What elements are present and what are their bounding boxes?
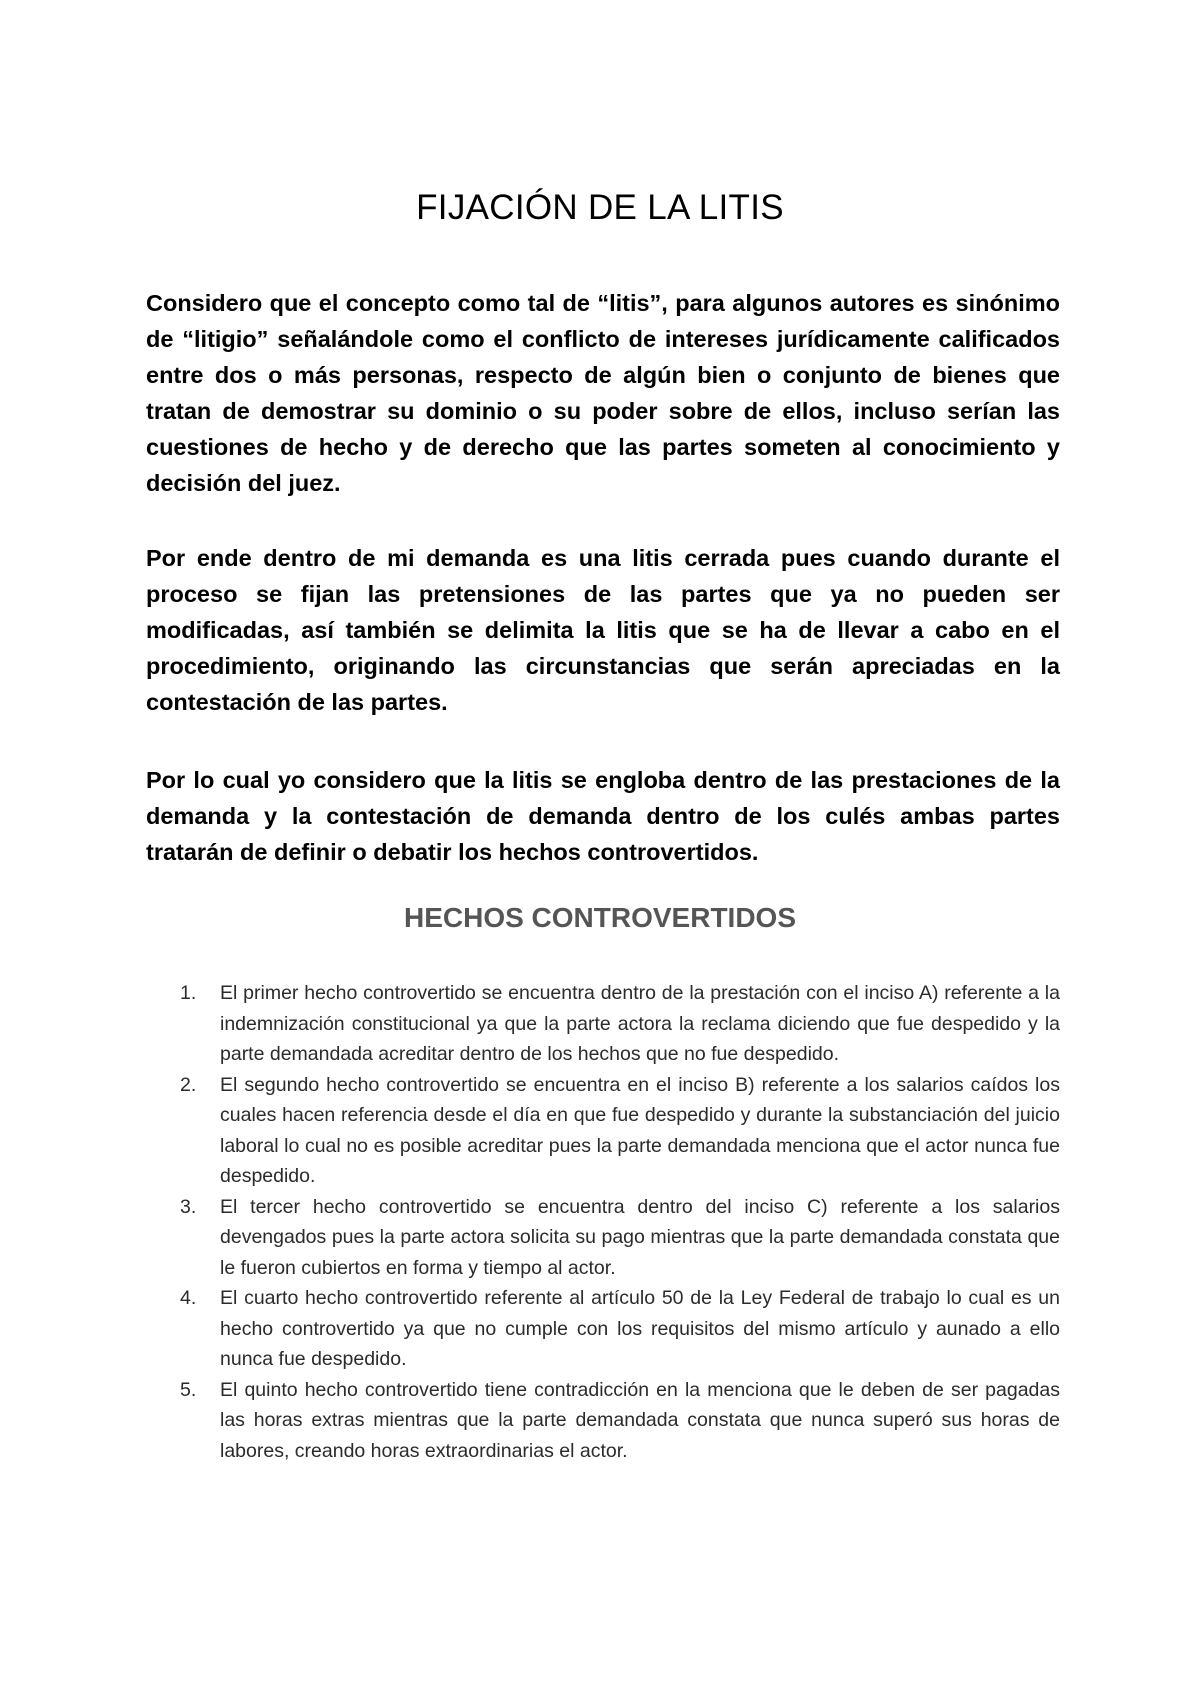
section-title-hechos: HECHOS CONTROVERTIDOS	[403, 902, 797, 933]
paragraph-litis-cerrada: Por ende dentro de mi demanda es una litis cerrada pues cuando durante el proceso se fijan las pretensiones de las partes que ya no pueden ser modificadas, así también se delimita la litis que se ha de llevar a cabo en el procedimiento, originando las circunstancias que serán apreciadas en la contestación de las partes.	[146, 545, 1060, 715]
list-item-number: 4.	[180, 1287, 197, 1309]
list-item	[180, 1192, 1060, 1284]
list-item	[180, 1283, 1060, 1375]
list-item-text: El cuarto hecho controvertido referente al artículo 50 de la Ley Federal de trabajo lo cual es un hecho controvertido ya que no cumple con los requisitos del mismo artículo y aunado a ello nunca fue despedido.	[220, 1287, 1060, 1370]
paragraph-litis-concept: Considero que el concepto como tal de “litis”, para algunos autores es sinónimo de “litigio” señalándole como el conflicto de intereses jurídicamente calificados entre dos o más personas, respecto de algún bien o conjunto de bienes que tratan de demostrar su dominio o su poder sobre de ellos, incluso serían las cuestiones de hecho y de derecho que las partes someten al conocimiento y decisión del juez.	[146, 290, 1060, 496]
list-item	[180, 978, 1060, 1070]
list-item-number: 5.	[180, 1378, 197, 1401]
list-item-number: 3.	[180, 1195, 197, 1218]
list-item	[180, 1375, 1060, 1467]
paragraph-conclusion: Por lo cual yo considero que la litis se engloba dentro de las prestaciones de la demanda y la contestación de demanda dentro de los culés ambas partes tratarán de definir o debatir los hechos controvertidos.	[146, 767, 1060, 865]
list-item-text: El primer hecho controvertido se encuentra dentro de la prestación con el inciso A) referente a la indemnización constitucional ya que la parte actora la reclama diciendo que fue despedido y la parte demandada acreditar dentro de los hechos que no fue despedido.	[220, 982, 1060, 1065]
list-item-text: El segundo hecho controvertido se encuentra en el inciso B) referente a los salarios caídos los cuales hacen referencia desde el día en que fue despedido y durante la substanciación del juicio laboral lo cual no es posible acreditar pues la parte demandada menciona que el actor nunca fue despedido.	[220, 1073, 1060, 1187]
facts-list	[180, 978, 1060, 1466]
page-title: FIJACIÓN DE LA LITIS	[416, 188, 784, 227]
list-item-number: 2.	[180, 1073, 197, 1096]
list-item-text: El tercer hecho controvertido se encuentra dentro del inciso C) referente a los salarios devengados pues la parte actora solicita su pago mientras que la parte demandada constata que le fueron cubiertos en forma y tiempo al actor.	[220, 1195, 1060, 1279]
list-item-text: El quinto hecho controvertido tiene contradicción en la menciona que le deben de ser pagadas las horas extras mientras que la parte demandada constata que nunca superó sus horas de labores, creando horas extraordinarias el actor.	[220, 1378, 1060, 1462]
list-item	[180, 1070, 1060, 1192]
list-item-number: 1.	[180, 982, 197, 1004]
